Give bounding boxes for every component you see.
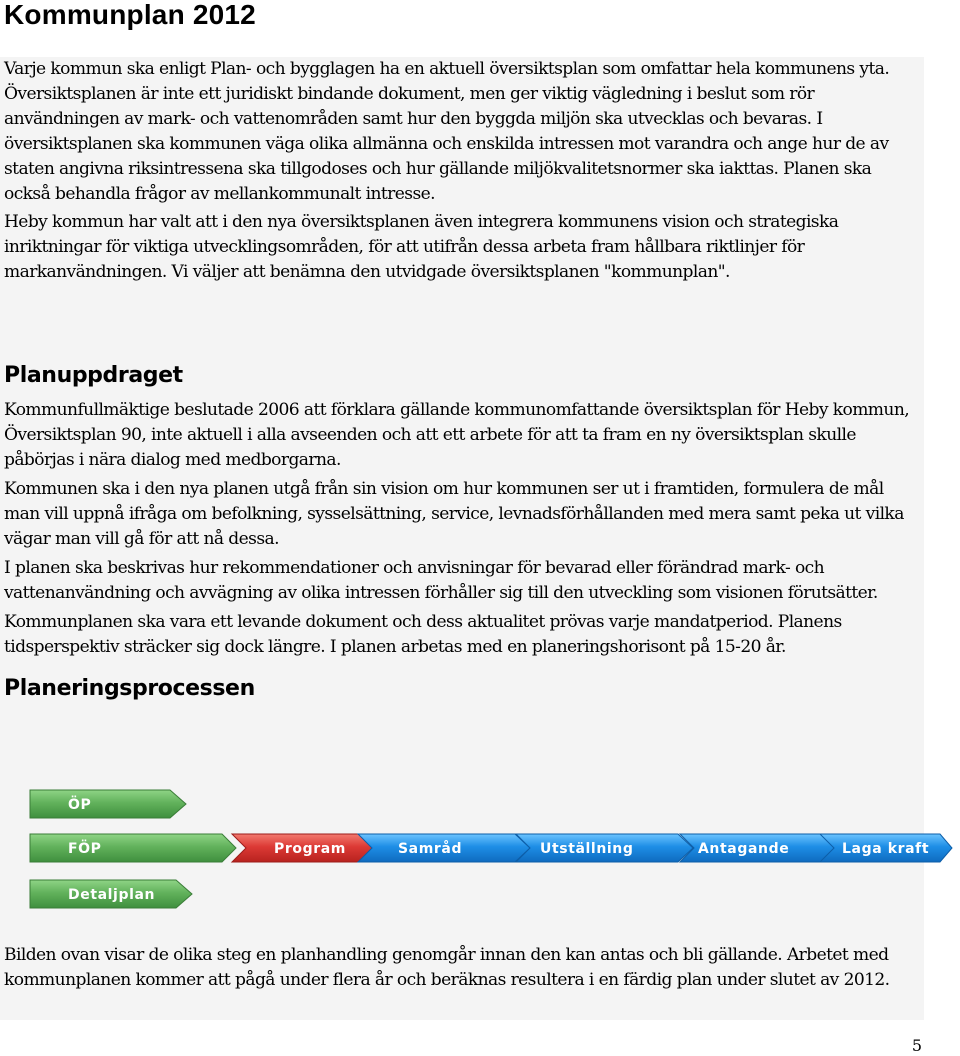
process-diagram	[0, 772, 960, 942]
planuppdraget-paragraph: Kommunen ska i den nya planen utgå från sin vision om hur kommunen ser ut i framtiden, formulera de mål man vill uppnå ifråga om befolkning, sysselsättning, service, levnadsförhållanden med mera samt peka ut vilka vägar man vill gå för att nå dessa.	[4, 479, 904, 549]
caption-text: Bilden ovan visar de olika steg en planhandling genomgår innan den kan antas och bli gällande. Arbetet med kommunplanen kommer att pågå under flera år och beräknas resultera i en färdig plan under slutet av 2012.	[4, 945, 890, 990]
intro-paragraph: Varje kommun ska enligt Plan- och bygglagen ha en aktuell översiktsplan som omfattar hela kommunens yta. Översiktsplanen är inte ett juridiskt bindande dokument, men ger viktig vägledning i beslut som rör användningen av mark- och vattenområden samt hur den byggda miljön ska utvecklas och bevaras. I översiktsplanen ska kommunen väga olika allmänna och enskilda intressen mot varandra och ange hur de av staten angivna riksintressena ska tillgodoses och hur gällande miljökvalitetsnormer ska iakttas. Planen ska också behandla frågor av mellankommunalt intresse.	[4, 59, 890, 204]
laga-kraft-step-label: Laga kraft	[842, 841, 930, 857]
samrad-step-label: Samråd	[398, 841, 463, 857]
planuppdraget-paragraph: Kommunfullmäktige beslutade 2006 att förklara gällande kommunomfattande översiktsplan för Heby kommun, Översiktsplan 90, inte aktuell i alla avseenden och att ett arbete för att ta fram en ny översiktsplan skulle påbörjas i nära dialog med medborgarna.	[4, 400, 910, 470]
intro-paragraph: Heby kommun har valt att i den nya översiktsplanen även integrera kommunens vision och strategiska inriktningar för viktiga utvecklingsområden, för att utifrån dessa arbeta fram hållbara riktlinjer för markanvändningen. Vi väljer att benämna den utvidgade översiktsplanen "kommunplan".	[4, 212, 839, 282]
caption-section	[0, 940, 924, 1020]
intro-section	[0, 57, 924, 358]
planuppdraget-heading: Planuppdraget	[4, 363, 183, 388]
page-title: Kommunplan 2012	[4, 0, 256, 30]
planuppdraget-section	[0, 358, 924, 768]
program-step-label: Program	[274, 841, 346, 857]
fop-step-label: FÖP	[68, 841, 102, 857]
detaljplan-step-label: Detaljplan	[68, 887, 156, 903]
planuppdraget-paragraph: Kommunplanen ska vara ett levande dokument och dess aktualitet prövas varje mandatperiod. Planens tidsperspektiv sträcker sig dock längre. I planen arbetas med en planeringshorisont på 15-20 år.	[4, 612, 842, 657]
op-step-arrow	[30, 790, 186, 818]
fop-step-arrow	[30, 834, 236, 862]
planuppdraget-paragraph: I planen ska beskrivas hur rekommendationer och anvisningar för bevarad eller förändrad mark- och vattenanvändning och avvägning av olika intressen förhåller sig till den utveckling som visionen förutsätter.	[4, 558, 878, 603]
planeringsprocessen-heading: Planeringsprocessen	[4, 676, 255, 701]
antagande-step-label: Antagande	[698, 841, 790, 857]
page-number: 5	[911, 1036, 922, 1055]
utstallning-step-label: Utställning	[540, 841, 634, 857]
op-step-label: ÖP	[68, 797, 92, 813]
